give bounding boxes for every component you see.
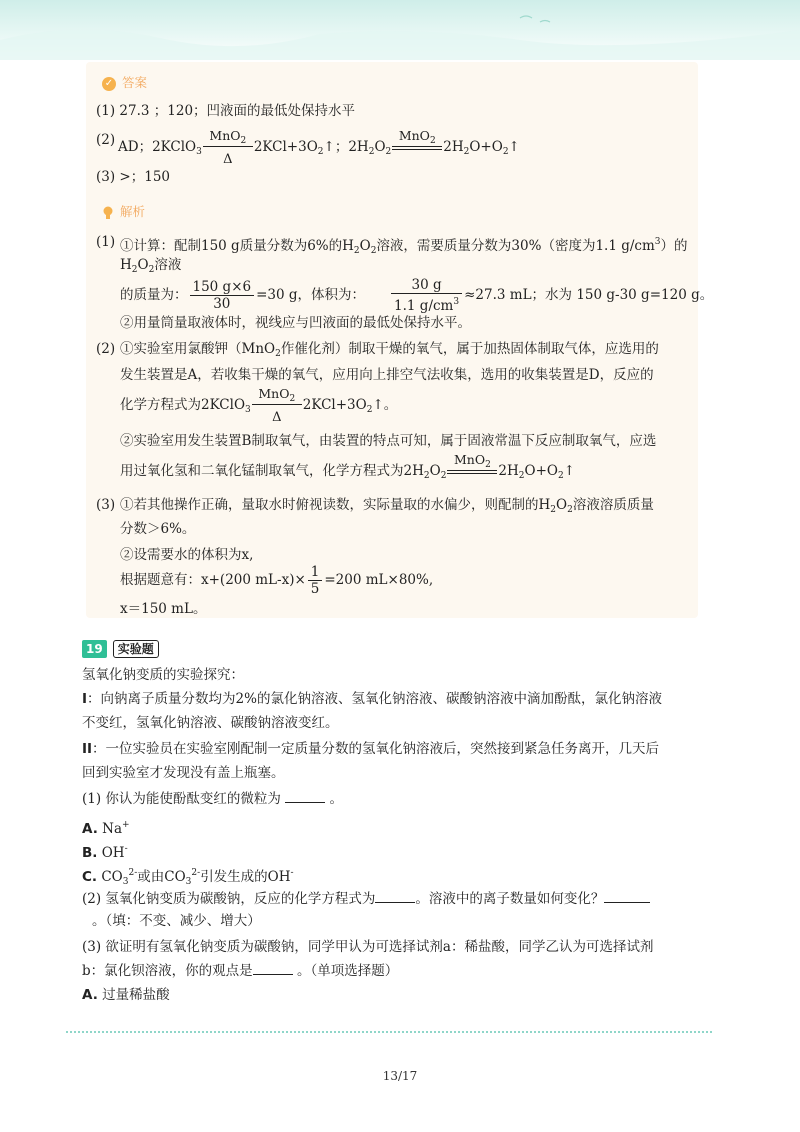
- analysis-p3-line-4: 根据题意有：x+(200 mL-x)× $\frac{1}{5}$ =200 mL×80%,: [120, 564, 434, 597]
- analysis-p2-line-4: ②实验室用发生装置B制取氧气，由装置的特点可知，属于固液常温下反应制取氧气，应选: [120, 433, 657, 449]
- answer-line-1: (1) 27.3 ；120；凹液面的最低处保持水平: [96, 103, 356, 119]
- analysis-p3-line-1: ①若其他操作正确，量取水时俯视读数，实际量取的水偏少，则配制的$H_2O_2$溶液溶质质量: [120, 497, 654, 515]
- analysis-p3-line-2: 分数＞6%。: [120, 521, 196, 537]
- question-2-line-1: (2) 氢氧化钠变质为碳酸钠，反应的化学方程式为 。溶液中的离子数量如何变化？: [82, 890, 650, 908]
- analysis-p2-line-1: ①实验室用氯酸钾（MnO$_2$作催化剂）制取干燥的氧气，属于加热固体制取气体，应选用的: [120, 341, 659, 359]
- option-a[interactable]: A. Na+: [82, 820, 130, 837]
- option-c[interactable]: C. $CO_3^{2-}$或由$CO_3^{2-}$引发生成的OH-: [82, 868, 294, 887]
- question-i-line-2: 不变红，氢氧化钠溶液、碳酸钠溶液变红。: [82, 715, 339, 731]
- question-1: (1) 你认为能使酚酞变红的微粒为 。: [82, 791, 344, 807]
- analysis-p1-line-2: $H_2O_2$溶液: [120, 257, 182, 275]
- question-2-line-2: 。（填：不变、减少、增大）: [92, 913, 261, 929]
- page-number: 13/17: [382, 1069, 418, 1083]
- analysis-p2-line-3: 化学方程式为2KClO$_3$ MnO$_2$ Δ $2KCl+3O_2↑$。: [120, 385, 398, 425]
- analysis-p2-num: (2): [96, 341, 116, 357]
- footer-divider: [66, 1031, 712, 1033]
- question-number: 19: [82, 640, 107, 658]
- analysis-p1-line-4: ②用量筒量取液体时，视线应与凹液面的最低处保持水平。: [120, 315, 471, 331]
- question-ii-line-2: 回到实验室才发现没有盖上瓶塞。: [82, 765, 285, 781]
- answer-blank-1[interactable]: [285, 790, 325, 803]
- analysis-p1-line-1: ①计算：配制150 g质量分数为6%的$H_2O_2$溶液，需要质量分数为30%（密度为1.1 $g/cm^3$）的: [120, 237, 688, 256]
- cloud-decoration-icon: [0, 0, 800, 60]
- analysis-p1-num: (1): [96, 234, 116, 250]
- analysis-p3-line-5: x＝150 mL。: [120, 601, 207, 617]
- answer-blank-4[interactable]: [253, 962, 293, 975]
- lightbulb-icon: [102, 206, 114, 220]
- question-i-line-1: I：向钠离子质量分数均为2%的氯化钠溶液、氢氧化钠溶液、碳酸钠溶液中滴加酚酞，氯化钠溶液: [82, 691, 662, 707]
- answer-line-3: (3) >；150: [96, 169, 170, 185]
- question-header: [82, 640, 159, 658]
- answer-equation-2: AD；2KClO$_3$ MnO$_2$ Δ $2KCl+3O_2↑$；$2H_2O_2$ MnO$_2$ $2H_2O+O_2↑$: [118, 127, 520, 167]
- question-3-line-1: (3) 欲证明有氢氧化钠变质为碳酸钠，同学甲认为可选择试剂a：稀盐酸，同学乙认为可选择试剂: [82, 939, 654, 955]
- question-intro: 氢氧化钠变质的实验探究：: [82, 667, 244, 683]
- question-ii-line-1: II：一位实验员在实验室刚配制一定质量分数的氢氧化钠溶液后，突然接到紧急任务离开，几天后: [82, 741, 660, 757]
- analysis-p1-line-3: 的质量为： $\frac{150 g\times 6}{30}$ =30 g，体积为： $\frac{30 g}{1.1 g/cm^3}$ ≈27.3 mL；水为 150 g-30 g=120 g。: [120, 277, 714, 314]
- question-3-line-2: b：氯化钡溶液，你的观点是 。（单项选择题）: [82, 963, 399, 979]
- question-type-tag: 实验题: [113, 640, 159, 658]
- q3-option-a[interactable]: A. 过量稀盐酸: [82, 987, 170, 1003]
- option-b[interactable]: B. OH-: [82, 844, 128, 861]
- analysis-p2-line-5: 用过氧化氢和二氧化锰制取氧气，化学方程式为$2H_2O_2$ MnO$_2$ $2H_2O+O_2↑$: [120, 451, 576, 481]
- analysis-heading: 解析: [102, 203, 145, 221]
- answer-line-2: (2): [96, 132, 116, 148]
- answer-blank-2[interactable]: [375, 890, 415, 903]
- analysis-p3-num: (3): [96, 497, 116, 513]
- answer-blank-3[interactable]: [604, 890, 650, 903]
- answer-heading: ✓ 答案: [102, 74, 147, 92]
- analysis-p3-line-3: ②设需要水的体积为x,: [120, 547, 254, 563]
- header-decoration: [0, 0, 800, 60]
- check-icon: ✓: [102, 77, 116, 91]
- analysis-p2-line-2: 发生装置是A，若收集干燥的氧气，应用向上排空气法收集，选用的收集装置是D，反应的: [120, 367, 654, 383]
